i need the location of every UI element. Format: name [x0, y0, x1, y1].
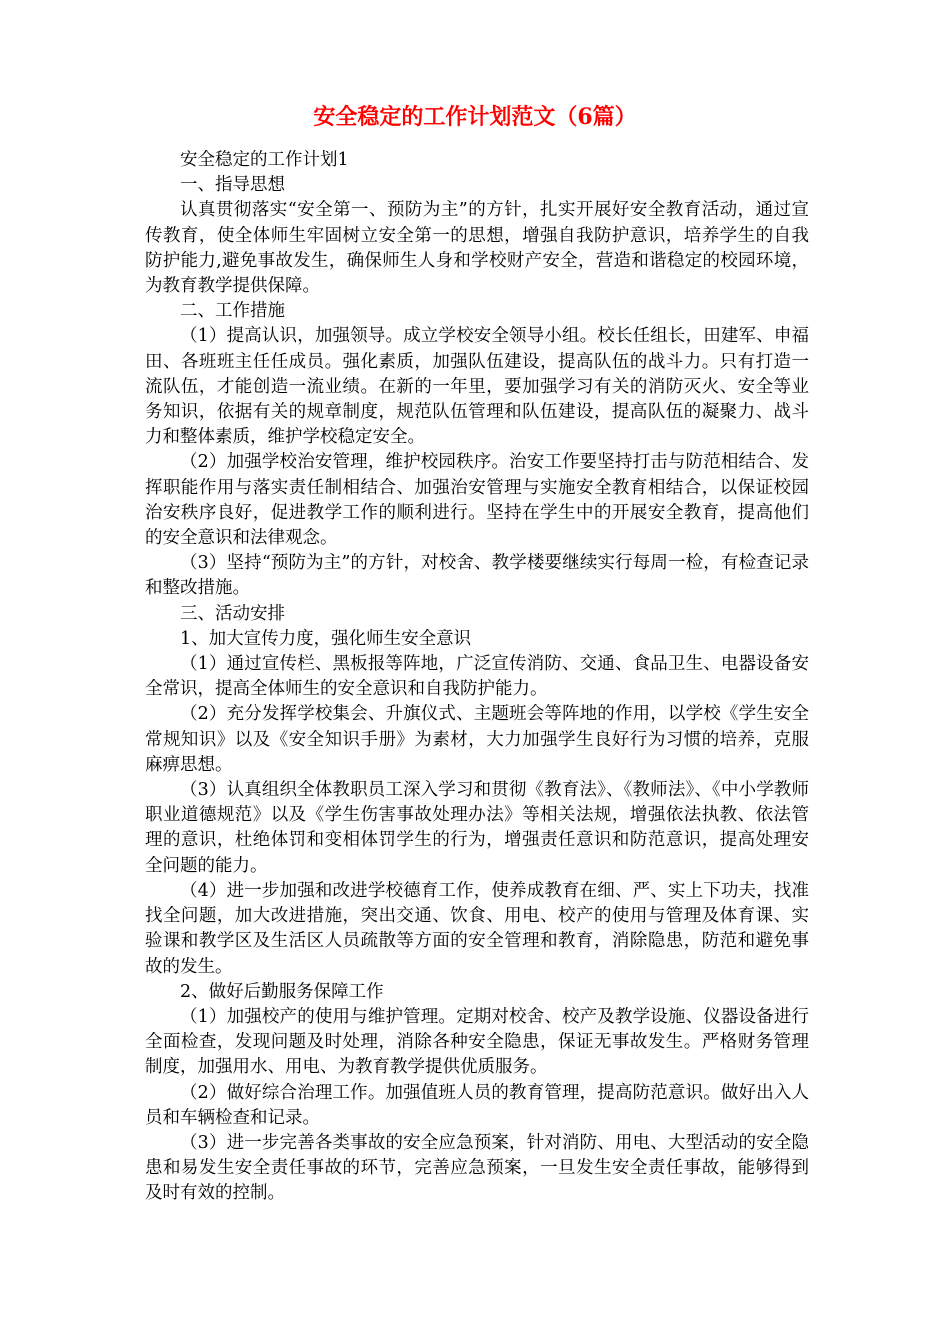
document-body: [145, 148, 809, 1207]
subheading-logistics: 2、做好后勤服务保障工作: [180, 981, 384, 1002]
paragraph-publicity-4: （4）进一步加强和改进学校德育工作，使养成教育在细、严、实上下功夫，找准找全问题，加大改进措施，突出交通、饮食、用电、校产的使用与管理及体育课、实验课和教学区及生活区人员疏散等方面的安全管理和教育，消除隐患，防范和避免事故的发生。: [145, 880, 809, 977]
paragraph-measure-3: （3）坚持“预防为主”的方针，对校舍、教学楼要继续实行每周一检，有检查记录和整改措施。: [145, 553, 809, 599]
paragraph-logistics-3: （3）进一步完善各类事故的安全应急预案，针对消防、用电、大型活动的安全隐患和易发生安全责任事故的环节，完善应急预案，一旦发生安全责任事故，能够得到及时有效的控制。: [145, 1132, 809, 1204]
paragraph-publicity-3: （3）认真组织全体教职员工深入学习和贯彻《教育法》、《教师法》、《中小学教师职业道德规范》以及《学生伤害事故处理办法》等相关法规，增强依法执教、依法管理的意识，杜绝体罚和变相体罚学生的行为，增强责任意识和防范意识，提高处理安全问题的能力。: [145, 780, 809, 876]
subheading-publicity: 1、加大宣传力度，强化师生安全意识: [180, 628, 472, 649]
paragraph-logistics-2: （2）做好综合治理工作。加强值班人员的教育管理，提高防范意识。做好出入人员和车辆检查和记录。: [145, 1082, 809, 1128]
section-heading-guiding-idea: 一、指导思想: [180, 175, 285, 196]
section-heading-plan-1: 安全稳定的工作计划1: [180, 150, 349, 170]
document-title: 安全稳定的工作计划范文（6篇）: [313, 104, 637, 130]
paragraph-publicity-2: （2）充分发挥学校集会、升旗仪式、主题班会等阵地的作用，以学校《学生安全常规知识》以及《安全知识手册》为素材，大力加强学生良好行为习惯的培养，克服麻痹思想。: [145, 704, 809, 775]
section-heading-activities: 三、活动安排: [180, 603, 285, 624]
section-heading-work-measures: 二、工作措施: [180, 301, 285, 322]
paragraph-logistics-1: （1）加强校产的使用与维护管理。定期对校舍、校产及教学设施、仪器设备进行全面检查，发现问题及时处理，消除各种安全隐患，保证无事故发生。严格财务管理制度，加强用水、用电、为教育教学提供优质服务。: [145, 1006, 809, 1078]
paragraph-measure-2: （2）加强学校治安管理，维护校园秩序。治安工作要坚持打击与防范相结合、发挥职能作用与落实责任制相结合、加强治安管理与实施安全教育相结合，以保证校园治安秩序良好，促进教学工作的顺利进行。坚持在学生中的开展安全教育，提高他们的安全意识和法律观念。: [145, 452, 809, 549]
paragraph-measure-1: （1）提高认识，加强领导。成立学校安全领导小组。校长任组长，田建军、申福田、各班班主任任成员。强化素质，加强队伍建设，提高队伍的战斗力。只有打造一流队伍，才能创造一流业绩。在新的一年里，要加强学习有关的消防灭火、安全等业务知识，依据有关的规章制度，规范队伍管理和队伍建设，提高队伍的凝聚力、战斗力和整体素质，维护学校稳定安全。: [145, 326, 809, 448]
paragraph-publicity-1: （1）通过宣传栏、黑板报等阵地，广泛宣传消防、交通、食品卫生、电器设备安全常识，提高全体师生的安全意识和自我防护能力。: [145, 654, 809, 700]
paragraph-guiding-idea: 认真贯彻落实“安全第一、预防为主”的方针，扎实开展好安全教育活动，通过宣传教育，使全体师生牢固树立安全第一的思想，增强自我防护意识，培养学生的自我防护能力,避免事故发生，确保师生人身和学校财产安全，营造和谐稳定的校园环境，为教育教学提供保障。: [145, 200, 809, 297]
